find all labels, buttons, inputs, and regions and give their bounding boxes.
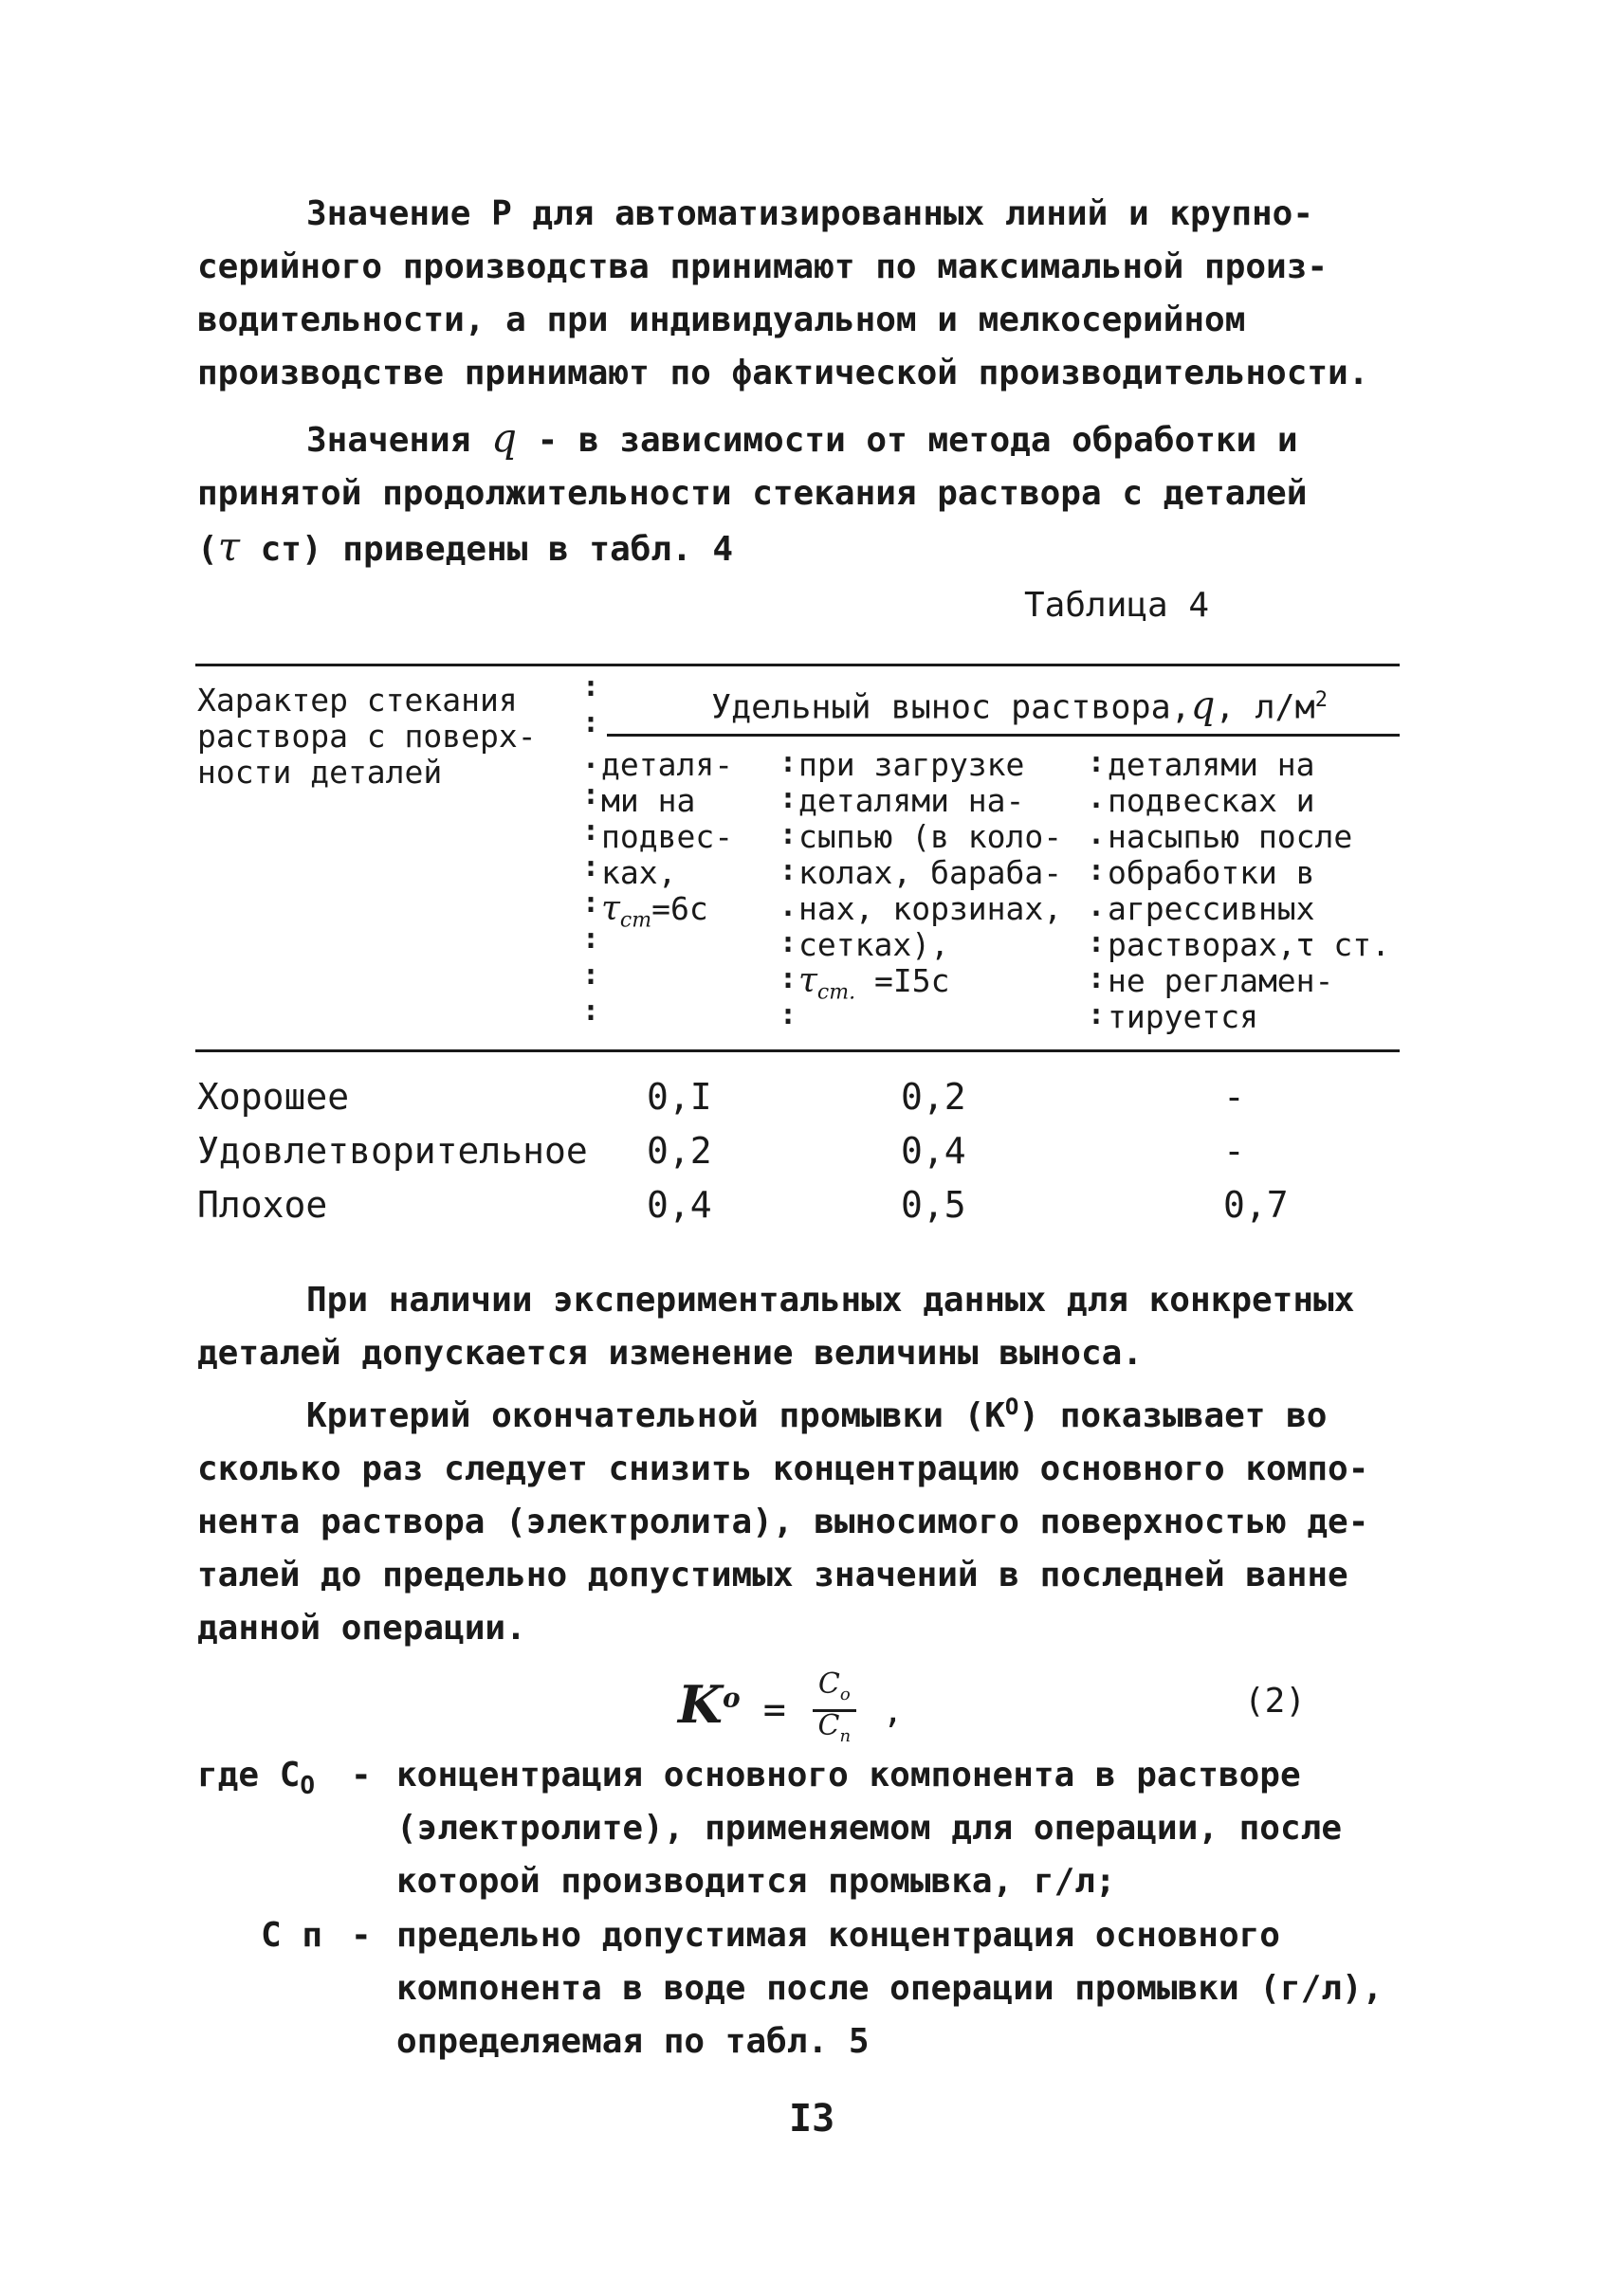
- text-fragment: Критерий окончательной промывки (К: [306, 1396, 1005, 1435]
- header-line: не регламен-: [1108, 962, 1334, 999]
- header-line: сыпью (в коло-: [798, 818, 1063, 855]
- paragraph-2: [197, 411, 1421, 576]
- formula-number: (2): [1244, 1682, 1307, 1721]
- table-row-label: Хорошее: [197, 1076, 350, 1118]
- header-line: при загрузке: [798, 746, 1025, 783]
- paragraph-3-line: деталей допускается изменение величины выноса.: [197, 1334, 1143, 1373]
- definition-line: (электролите), применяемом для операции, после: [396, 1809, 1342, 1848]
- header-line: колах, бараба-: [798, 854, 1063, 891]
- column-separator: : : : : . : : :: [779, 746, 797, 1031]
- column-separator: : : . : : : : : : :: [582, 670, 600, 1028]
- table-header-divider: [607, 734, 1400, 737]
- paragraph-1-line: производстве принимают по фактической производительности.: [197, 354, 1369, 392]
- formula-numerator: [813, 1667, 857, 1712]
- formula-eq: =: [740, 1688, 786, 1732]
- paragraph-4-line: сколько раз следует снизить концентрацию основного компо-: [197, 1449, 1369, 1488]
- page-number: I3: [789, 2097, 835, 2141]
- text-fragment: ст) приведены в табл. 4: [239, 530, 734, 569]
- table-cell: 0,2: [647, 1130, 712, 1172]
- paragraph-1-line: серийного производства принимают по максимальной произ-: [197, 247, 1329, 286]
- definition-line: компонента в воде после операции промывки (г/л),: [396, 1969, 1384, 2008]
- paragraph-4-line: нента раствора (электролита), выносимого поверхностью де-: [197, 1503, 1369, 1541]
- text-fragment: (: [197, 530, 218, 569]
- text-fragment: ) показывает во: [1018, 1396, 1328, 1435]
- tau-symbol: τ: [798, 961, 817, 1000]
- tau-subscript: ст: [619, 908, 652, 933]
- q-symbol: q: [1190, 683, 1216, 728]
- paragraph-1: [197, 188, 1421, 400]
- header-line: [798, 963, 1062, 1011]
- superscript: О: [1004, 1394, 1019, 1420]
- table-cell: 0,5: [901, 1184, 966, 1226]
- table-cell: -: [1223, 1076, 1245, 1118]
- header-line: ках,: [601, 854, 677, 891]
- header-line: деталя-: [601, 746, 734, 783]
- col3-header: [1108, 747, 1390, 1035]
- definition-line: концентрация основного компонента в растворе: [396, 1756, 1301, 1795]
- col2-header: [798, 747, 1062, 1011]
- table-cell: 0,4: [901, 1130, 966, 1172]
- text-fragment: , л/м: [1215, 688, 1315, 727]
- formula-lhs-sup: o: [722, 1682, 741, 1714]
- text-fragment: =I5с: [855, 962, 950, 999]
- header-line: подвесках и: [1108, 782, 1315, 819]
- header-line: нах, корзинах,: [798, 890, 1063, 927]
- col1-header: [601, 747, 733, 939]
- header-line: Характер стекания: [197, 682, 518, 719]
- header-line: ми на: [601, 782, 696, 819]
- paragraph-1-line: Значение P для автоматизированных линий и крупно-: [306, 194, 1314, 233]
- formula-tail: ,: [882, 1692, 904, 1731]
- paragraph-2-line: [197, 411, 1421, 467]
- definition-line: предельно допустимая концентрация основного: [396, 1916, 1280, 1955]
- table-cell: 0,2: [901, 1076, 966, 1118]
- table-header-bottom-rule: [195, 1049, 1400, 1052]
- definition-line: определяемая по табл. 5: [396, 2022, 870, 2061]
- formula-lhs: K: [678, 1674, 723, 1735]
- table-cell: 0,7: [1223, 1184, 1289, 1226]
- header-line: растворах,τ ст.: [1108, 926, 1391, 963]
- paragraph-2-line: принятой продолжительности стекания раствора с деталей: [197, 474, 1308, 513]
- header-line: обработки в: [1108, 854, 1315, 891]
- formula-fraction: [813, 1667, 857, 1751]
- q-symbol: q: [491, 414, 517, 461]
- paragraph-4-line: [197, 1380, 1421, 1443]
- paragraph-4-line: данной операции.: [197, 1609, 526, 1648]
- text-fragment: C: [817, 1709, 840, 1742]
- header-line: насыпью после: [1108, 818, 1353, 855]
- column-separator: : . . : . : : :: [1088, 746, 1106, 1031]
- text-fragment: где C: [197, 1756, 301, 1795]
- header-line: [601, 891, 733, 939]
- definition-2-term: С п: [261, 1916, 323, 1955]
- text-fragment: - в зависимости от метода обработки и: [516, 421, 1298, 460]
- definition-1-text: [396, 1749, 1421, 1908]
- table-row-label: Удовлетворительное: [197, 1130, 588, 1172]
- header-line: агрессивных: [1108, 890, 1315, 927]
- definition-1-dash: -: [351, 1756, 372, 1795]
- subscript: o: [839, 1685, 851, 1704]
- text-fragment: Удельный вынос раствора,: [711, 688, 1191, 727]
- table-cell: -: [1223, 1130, 1245, 1172]
- col0-header: [197, 683, 537, 791]
- table-cell: 0,I: [647, 1076, 712, 1118]
- header-line: ности деталей: [197, 754, 443, 791]
- definition-2-dash: -: [351, 1916, 372, 1955]
- formula-denominator: [813, 1709, 857, 1751]
- header-line: подвес-: [601, 818, 734, 855]
- header-line: деталями на: [1108, 746, 1315, 783]
- definition-1-term: [197, 1749, 315, 1813]
- paragraph-2-line: [197, 520, 1421, 576]
- tau-subscript: ст.: [816, 980, 856, 1005]
- paragraph-3-line: При наличии экспериментальных данных для конкретных: [306, 1281, 1355, 1320]
- subscript: n: [839, 1726, 852, 1746]
- paragraph-4-line: талей до предельно допустимых значений в последней ванне: [197, 1556, 1348, 1594]
- superscript: 2: [1314, 688, 1328, 712]
- text-fragment: C: [817, 1667, 840, 1701]
- tau-symbol: τ: [217, 523, 240, 570]
- formula-k0: [678, 1667, 904, 1751]
- paragraph-3: [197, 1274, 1421, 1380]
- tau-symbol: τ: [601, 889, 620, 928]
- table-caption: Таблица 4: [1024, 586, 1210, 625]
- definition-2-text: [396, 1909, 1421, 2068]
- header-line: сетках),: [798, 926, 949, 963]
- table-top-rule: [195, 664, 1400, 666]
- table-row-label: Плохое: [197, 1184, 328, 1226]
- subscript: О: [300, 1772, 316, 1801]
- header-line: тируется: [1108, 998, 1258, 1035]
- group-header: [711, 683, 1328, 726]
- table-cell: 0,4: [647, 1184, 712, 1226]
- definition-line: которой производится промывка, г/л;: [396, 1862, 1116, 1901]
- paragraph-1-line: водительности, а при индивидуальном и мелкосерийном: [197, 301, 1246, 339]
- text-fragment: =6с: [651, 890, 708, 927]
- paragraph-4: [197, 1380, 1421, 1655]
- header-line: раствора с поверх-: [197, 718, 537, 755]
- text-fragment: Значения: [306, 421, 492, 460]
- header-line: деталями на-: [798, 782, 1025, 819]
